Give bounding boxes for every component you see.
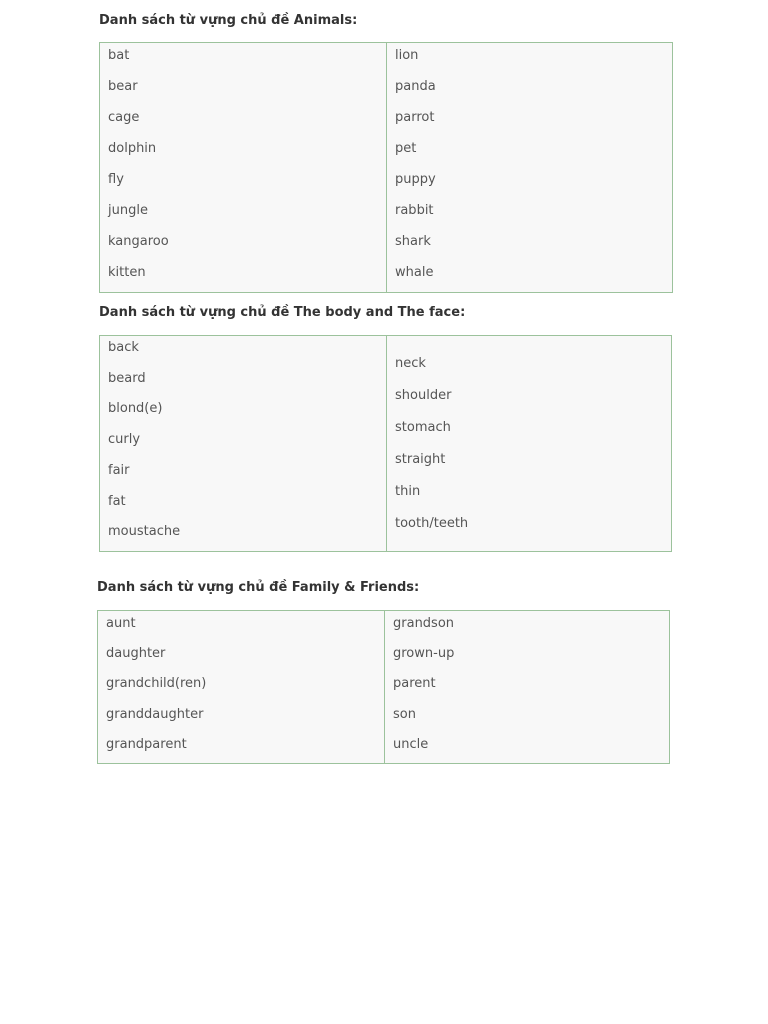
vocab-word: daughter [106, 646, 166, 662]
family-friends-heading: Danh sách từ vựng chủ đề Family & Friends: [97, 580, 420, 595]
family-friends-right-column [385, 611, 669, 763]
vocab-word: dolphin [108, 141, 157, 156]
vocab-word: grandparent [106, 736, 187, 752]
vocab-word: shoulder [395, 388, 452, 403]
family-friends-vocab-table [97, 610, 670, 764]
body-face-left-column [100, 336, 387, 551]
vocab-word: kitten [108, 265, 146, 280]
body-face-heading: Danh sách từ vựng chủ đề The body and The face: [99, 305, 466, 320]
vocab-word: moustache [108, 524, 181, 540]
vocab-word: son [393, 706, 416, 722]
vocab-word: straight [395, 452, 446, 467]
animals-heading: Danh sách từ vựng chủ đề Animals: [99, 13, 358, 28]
vocab-word: cage [108, 110, 140, 125]
vocab-word: uncle [393, 736, 429, 752]
vocab-word: parrot [395, 110, 435, 125]
vocab-word: blond(e) [108, 401, 163, 417]
vocab-word: whale [395, 265, 434, 280]
animals-left-column [100, 43, 387, 292]
vocab-word: panda [395, 79, 436, 94]
vocab-word: kangaroo [108, 234, 169, 249]
vocab-word: pet [395, 141, 417, 156]
vocab-word: beard [108, 370, 146, 386]
vocab-word: jungle [108, 203, 148, 218]
vocab-word: aunt [106, 616, 136, 631]
vocab-word: bat [108, 48, 130, 63]
vocab-word: grown-up [393, 646, 455, 662]
vocab-word: fat [108, 493, 126, 509]
vocab-word: stomach [395, 420, 451, 435]
vocab-word: granddaughter [106, 706, 204, 722]
animals-right-column [387, 43, 672, 292]
body-face-vocab-table [99, 335, 672, 552]
vocab-word: bear [108, 79, 138, 94]
vocab-word: neck [395, 356, 426, 371]
vocab-word: shark [395, 234, 431, 249]
vocab-word: grandchild(ren) [106, 676, 207, 692]
vocab-word: fair [108, 462, 130, 478]
vocab-word: grandson [393, 616, 455, 631]
vocab-word: rabbit [395, 203, 434, 218]
vocab-word: curly [108, 432, 141, 448]
vocab-word: lion [395, 48, 419, 63]
family-friends-left-column [98, 611, 385, 763]
animals-vocab-table [99, 42, 673, 293]
vocab-word: fly [108, 172, 124, 187]
vocab-word: thin [395, 484, 421, 499]
vocab-word: parent [393, 676, 436, 692]
vocab-word: back [108, 340, 139, 355]
vocab-word: puppy [395, 172, 436, 187]
vocab-word: tooth/teeth [395, 516, 469, 531]
body-face-right-column [387, 336, 671, 551]
